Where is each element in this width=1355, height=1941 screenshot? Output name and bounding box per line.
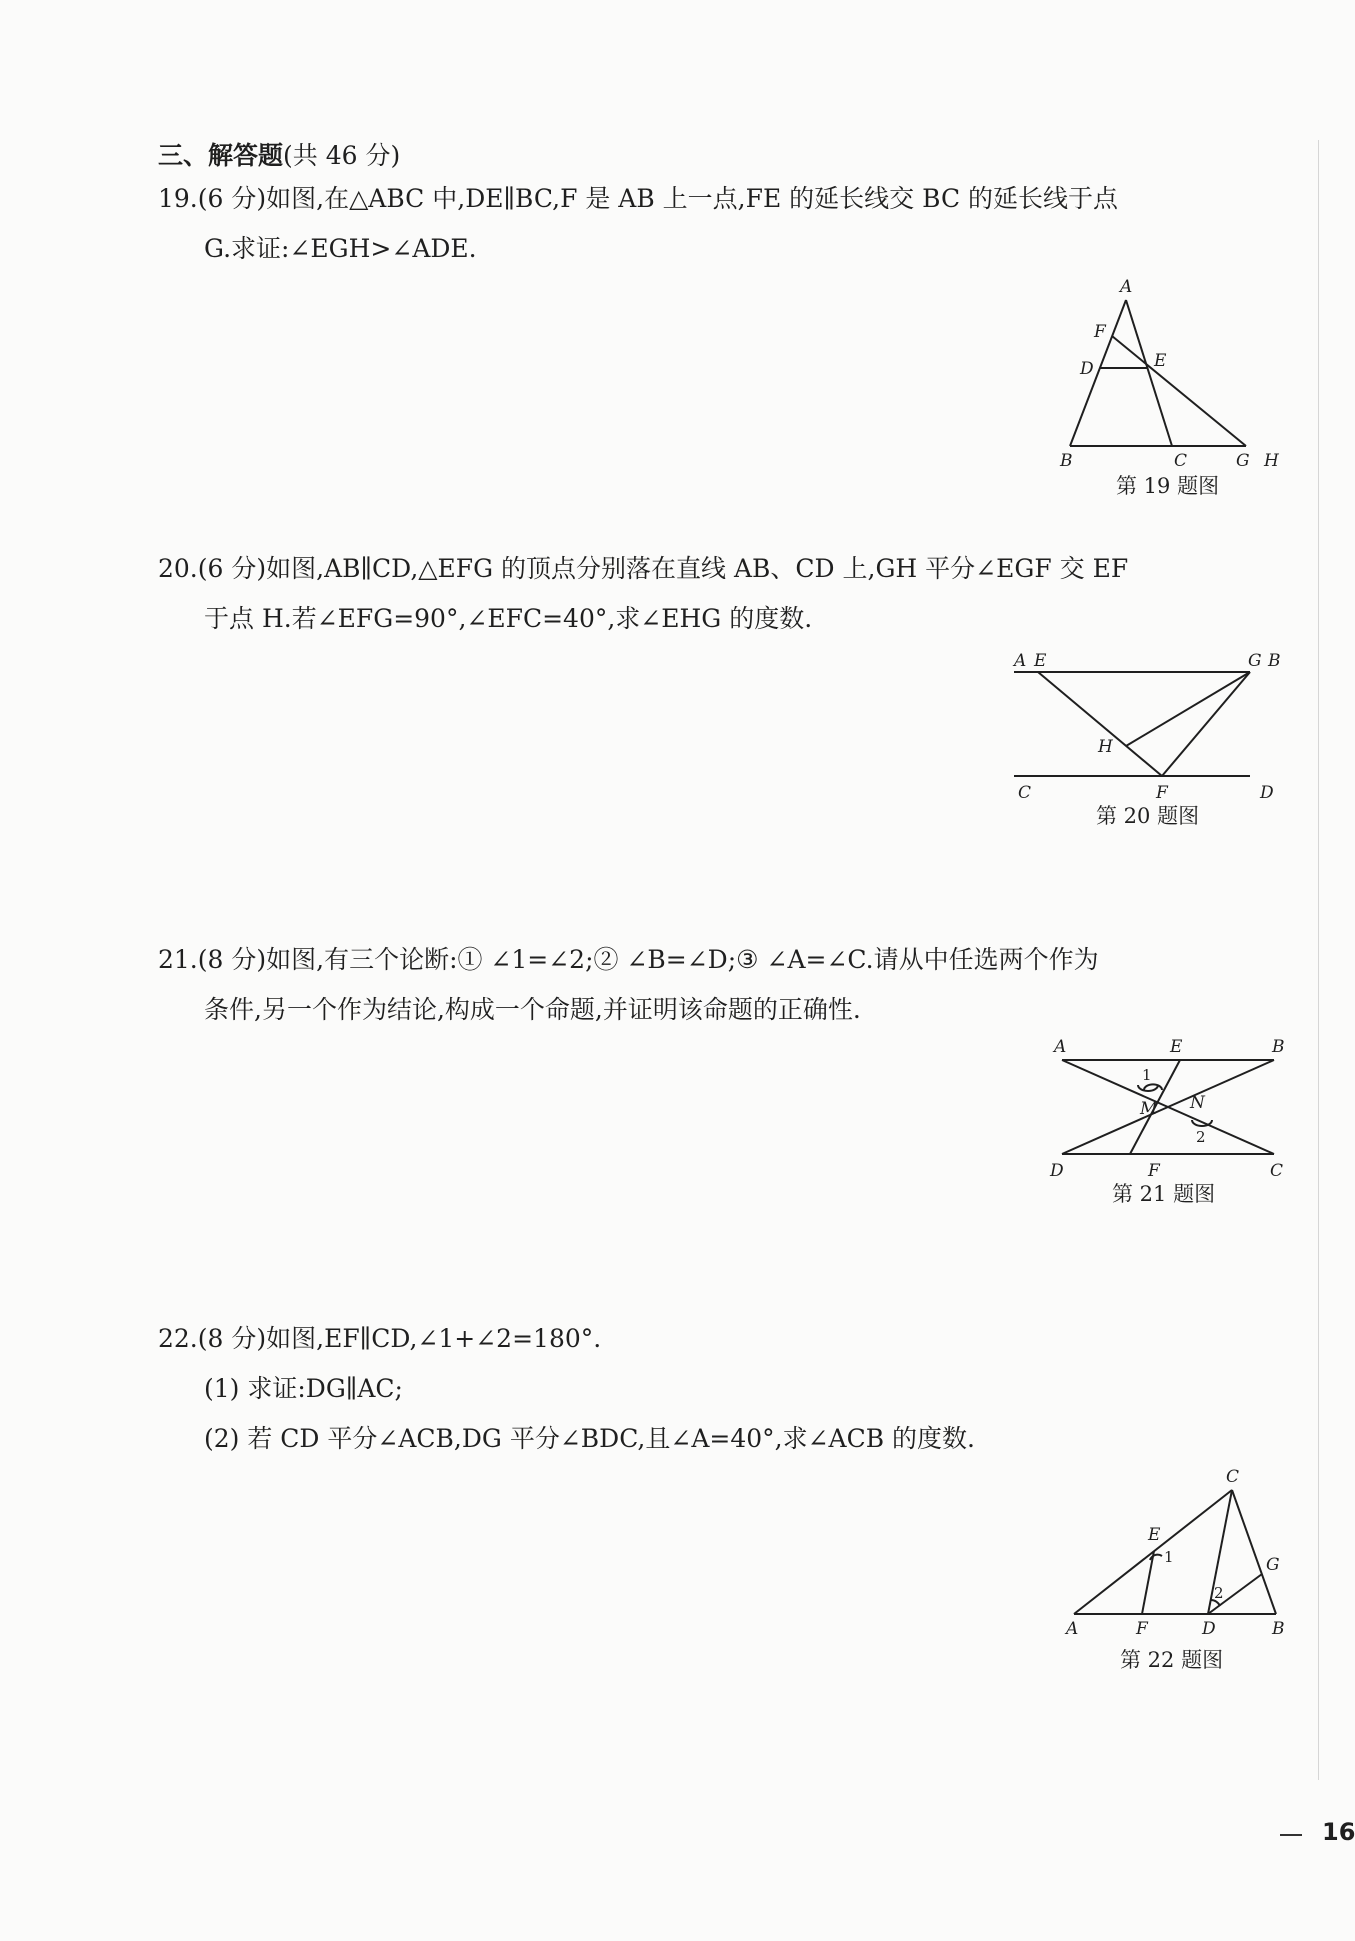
fig19-label-f: F xyxy=(1094,322,1106,342)
fig20-label-c: C xyxy=(1018,783,1032,803)
figure-22 xyxy=(1062,1460,1302,1640)
fig22-label-f: F xyxy=(1136,1619,1148,1639)
fig20-line-gf xyxy=(1162,672,1250,776)
figure-21-diagram xyxy=(1046,1030,1296,1180)
fig21-label-2: 2 xyxy=(1196,1128,1206,1146)
fig20-label-e: E xyxy=(1034,651,1047,671)
fig19-line-fg xyxy=(1112,336,1246,446)
problem-20-line1: 20.(6 分)如图,AB∥CD,△EFG 的顶点分别落在直线 AB、CD 上,GH 平分∠EGF 交 EF xyxy=(158,554,1129,583)
problem-21-line2: 条件,另一个作为结论,构成一个命题,并证明该命题的正确性. xyxy=(204,995,861,1024)
problem-19 xyxy=(158,174,1288,274)
fig22-label-1: 1 xyxy=(1164,1548,1174,1566)
fig21-label-n: N xyxy=(1190,1093,1205,1113)
fig22-label-d: D xyxy=(1202,1619,1216,1639)
fig20-line-gh xyxy=(1126,672,1250,746)
page-edge-line xyxy=(1318,140,1319,1780)
fig21-label-e: E xyxy=(1170,1037,1183,1057)
figure-21 xyxy=(1046,1030,1296,1180)
caption-19: 第 19 题图 xyxy=(1116,474,1220,498)
section-title-score: (共 46 分) xyxy=(283,141,401,170)
fig22-label-b: B xyxy=(1272,1619,1285,1639)
problem-22-part1: (1) 求证:DG∥AC; xyxy=(204,1374,403,1403)
fig20-label-h: H xyxy=(1098,737,1113,757)
fig20-label-g: G xyxy=(1248,651,1262,671)
fig21-label-a: A xyxy=(1054,1037,1067,1057)
fig21-label-1: 1 xyxy=(1142,1066,1152,1084)
figure-20 xyxy=(1010,640,1290,803)
fig20-label-a: A xyxy=(1014,651,1027,671)
page-number: 16 xyxy=(1322,1818,1355,1846)
fig20-line-ef xyxy=(1038,672,1162,776)
fig19-line-ac xyxy=(1126,300,1172,446)
figure-20-diagram xyxy=(1010,640,1290,803)
figure-19 xyxy=(1050,270,1290,470)
problem-22 xyxy=(158,1314,1288,1464)
fig21-label-f: F xyxy=(1148,1161,1160,1181)
fig19-label-g: G xyxy=(1236,451,1250,471)
fig20-label-b: B xyxy=(1268,651,1281,671)
problem-20-line2: 于点 H.若∠EFG=90°,∠EFC=40°,求∠EHG 的度数. xyxy=(204,604,813,633)
fig19-label-h: H xyxy=(1264,451,1279,471)
fig19-label-e: E xyxy=(1154,351,1167,371)
fig21-label-c: C xyxy=(1270,1161,1284,1181)
fig20-label-d: D xyxy=(1260,783,1274,803)
fig21-label-m: M xyxy=(1140,1099,1158,1119)
fig20-label-f: F xyxy=(1156,783,1168,803)
fig22-label-2: 2 xyxy=(1214,1584,1224,1602)
fig19-label-d: D xyxy=(1080,359,1094,379)
fig22-line-cb xyxy=(1232,1490,1276,1614)
caption-22: 第 22 题图 xyxy=(1120,1648,1224,1672)
fig19-label-a: A xyxy=(1120,277,1133,297)
fig22-label-a: A xyxy=(1066,1619,1079,1639)
problem-21 xyxy=(158,935,1288,1035)
caption-20: 第 20 题图 xyxy=(1096,804,1200,828)
figure-22-diagram xyxy=(1062,1460,1302,1640)
problem-22-line1: 22.(8 分)如图,EF∥CD,∠1+∠2=180°. xyxy=(158,1324,602,1353)
problem-19-line1: 19.(6 分)如图,在△ABC 中,DE∥BC,F 是 AB 上一点,FE 的延长线交 BC 的延长线于点 xyxy=(158,184,1119,213)
caption-21: 第 21 题图 xyxy=(1112,1182,1216,1206)
section-title-text: 三、解答题 xyxy=(158,141,284,170)
page-number-dash xyxy=(1280,1834,1302,1836)
problem-21-line1: 21.(8 分)如图,有三个论断:① ∠1=∠2;② ∠B=∠D;③ ∠A=∠C.请从中任选两个作为 xyxy=(158,945,1099,974)
section-title xyxy=(158,136,400,172)
fig22-label-g: G xyxy=(1266,1555,1280,1575)
figure-19-diagram xyxy=(1050,270,1290,470)
problem-20 xyxy=(158,544,1288,644)
fig21-label-b: B xyxy=(1272,1037,1285,1057)
fig22-label-c: C xyxy=(1226,1467,1240,1487)
fig19-label-b: B xyxy=(1060,451,1073,471)
problem-19-line2: G.求证:∠EGH>∠ADE. xyxy=(204,234,477,263)
fig21-label-d: D xyxy=(1050,1161,1064,1181)
fig22-label-e: E xyxy=(1148,1525,1161,1545)
fig19-label-c: C xyxy=(1174,451,1188,471)
problem-22-part2: (2) 若 CD 平分∠ACB,DG 平分∠BDC,且∠A=40°,求∠ACB 的度数. xyxy=(204,1424,975,1453)
